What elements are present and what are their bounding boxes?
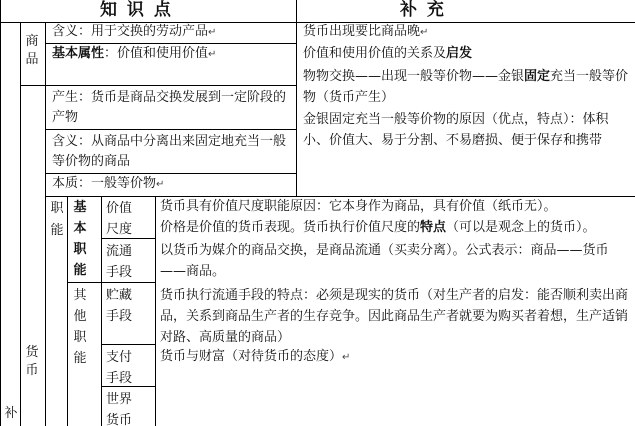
divider-left-edge bbox=[0, 0, 1, 426]
label-currency: 货币 bbox=[25, 345, 39, 378]
goods-basic-attributes: 基本属性：价值和使用价值↵ bbox=[52, 45, 216, 64]
line-break-icon bbox=[208, 27, 216, 38]
rule-goods-end bbox=[20, 85, 296, 86]
function-note-2: 价格是价值的货币表现。货币执行价值尺度的特点（可以是观念上的货币）。 bbox=[160, 220, 596, 235]
header-supplement: 补 充 bbox=[400, 0, 446, 20]
line-break-icon bbox=[208, 49, 216, 60]
label-supplement-vertical: 补 bbox=[4, 406, 18, 421]
rule-storage bbox=[101, 344, 155, 345]
supplement-4: 金银固定充当一般等价物的原因（优点，特点）：体积小、价值大、易于分割、不易磨损、便于保存和携带 bbox=[303, 112, 609, 148]
function-note-5: 货币与财富（对待货币的态度）↵ bbox=[160, 348, 350, 367]
supplement-2: 价值和使用价值的关系及启发 bbox=[303, 46, 473, 61]
label-goods: 商品 bbox=[25, 34, 39, 67]
divider-col2 bbox=[45, 23, 46, 426]
label-value-scale: 价值尺度 bbox=[106, 201, 133, 237]
label-circulation: 流通手段 bbox=[106, 244, 133, 280]
rule-hanyi bbox=[45, 173, 296, 174]
function-note-3: 以货币为媒介的商品交换，是商品流通（买卖分离）。公式表示：商品——货币——商品。 bbox=[160, 243, 609, 279]
label-storage: 贮藏手段 bbox=[106, 288, 133, 324]
supplement-3: 物物交换——出现一般等价物——金银固定充当一般等价物（货币产生） bbox=[303, 69, 629, 105]
function-note-4: 货币执行流通手段的特点：必须是现实的货币（对生产者的启发：能否顺利卖出商品，关系到商品生产者的生存竞争。因此商品生产者就要为购买者着想，生产适销对路、高质量的商品） bbox=[160, 288, 629, 345]
header-knowledge-points: 知 识 点 bbox=[100, 0, 173, 20]
header-row bbox=[0, 0, 635, 23]
label-other-function: 其他职能 bbox=[73, 288, 87, 366]
supplement-1: 货币出现要比商品晚↵ bbox=[303, 23, 428, 42]
divider-col4 bbox=[101, 196, 102, 426]
function-note-1: 货币具有价值尺度职能原因：它本身作为商品，具有价值（纸币无）。 bbox=[160, 199, 557, 214]
currency-essence: 本质：一般等价物↵ bbox=[52, 175, 164, 194]
label-function: 职能 bbox=[50, 201, 64, 238]
divider-col5 bbox=[155, 196, 156, 426]
currency-origin: 产生：货币是商品交换发展到一定阶段的产物 bbox=[52, 90, 287, 125]
currency-meaning: 含义：从商品中分离出来固定地充当一般等价物的商品 bbox=[52, 134, 287, 169]
line-break-icon bbox=[420, 27, 428, 38]
label-basic-function: 基本职能 bbox=[73, 200, 87, 278]
goods-meaning: 含义：用于交换的劳动产品↵ bbox=[52, 23, 216, 42]
divider-col3 bbox=[67, 196, 68, 426]
label-world-currency: 世界货币 bbox=[106, 392, 133, 426]
divider-main-center bbox=[296, 0, 297, 196]
rule-benzhi bbox=[45, 196, 635, 197]
rule-chansheng bbox=[45, 129, 296, 130]
rule-goods-1 bbox=[45, 43, 296, 44]
line-break-icon bbox=[156, 179, 164, 190]
divider-col1 bbox=[20, 23, 21, 426]
label-payment: 支付手段 bbox=[106, 350, 133, 386]
line-break-icon bbox=[342, 352, 350, 363]
